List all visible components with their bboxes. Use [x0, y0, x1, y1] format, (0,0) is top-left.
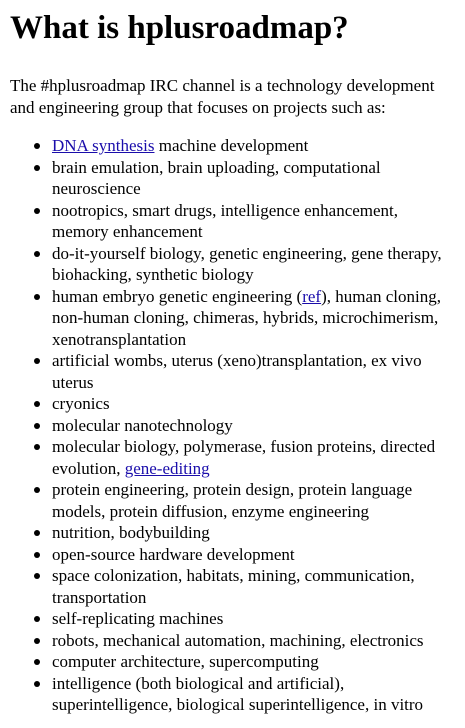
list-item: [52, 286, 455, 351]
list-item: [52, 436, 455, 479]
list-item-text: brain emulation, brain uploading, computational neuroscience: [52, 157, 381, 198]
list-item-text: human embryo genetic engineering (: [52, 286, 303, 306]
page: [0, 8, 465, 716]
topic-list: [10, 135, 455, 716]
list-item: [52, 350, 455, 393]
list-item-text: open-source hardware development: [52, 544, 295, 564]
list-item: [52, 544, 455, 566]
intro-paragraph: The #hplusroadmap IRC channel is a technology development and engineering group that focuses on projects such as:: [10, 76, 435, 117]
list-item-text: intelligence (both biological and artificial), superintelligence, biological superintelligence, in vitro: [52, 673, 424, 714]
list-item-text: do-it-yourself biology, genetic engineering, gene therapy, biohacking, synthetic biology: [52, 243, 442, 284]
list-item: [52, 243, 455, 286]
list-item-text: cryonics: [52, 394, 110, 413]
list-item-text: robots, mechanical automation, machining, electronics: [52, 630, 424, 650]
list-item-text: computer architecture, supercomputing: [52, 652, 319, 671]
list-item: [52, 630, 455, 652]
list-item: [52, 565, 455, 608]
list-item-text: protein engineering, protein design, protein language models, protein diffusion, enzyme engineering: [52, 480, 413, 521]
list-item-text: space colonization, habitats, mining, communication, transportation: [52, 566, 415, 607]
list-item: [52, 200, 455, 243]
list-item-text: molecular biology, polymerase, fusion proteins, directed evolution,: [52, 437, 436, 478]
dna-synthesis-link[interactable]: DNA synthesis: [52, 136, 155, 155]
list-item: [52, 522, 455, 544]
list-item: [52, 393, 455, 415]
list-item-text: self-replicating machines: [52, 609, 224, 628]
gene-editing-link[interactable]: gene-editing: [124, 458, 210, 478]
list-item: [52, 651, 455, 673]
list-item: [52, 157, 455, 200]
list-item: [52, 479, 455, 522]
list-item: [52, 135, 455, 157]
list-item-text: nutrition, bodybuilding: [52, 523, 210, 542]
list-item-text: molecular nanotechnology: [52, 415, 233, 435]
list-item: [52, 415, 455, 437]
list-item-text: machine development: [154, 136, 309, 155]
list-item: [52, 608, 455, 630]
page-title: What is hplusroadmap?: [10, 10, 349, 46]
list-item-text: artificial wombs, uterus (xeno)transplantation, ex vivo uterus: [52, 351, 422, 392]
list-item: [52, 673, 455, 716]
list-item-text: nootropics, smart drugs, intelligence enhancement, memory enhancement: [52, 200, 399, 241]
ref-link[interactable]: ref: [302, 286, 322, 306]
list-item-text: ), human cloning, non-human cloning, chimeras, hybrids, microchimerism, xenotransplantation: [52, 286, 441, 349]
